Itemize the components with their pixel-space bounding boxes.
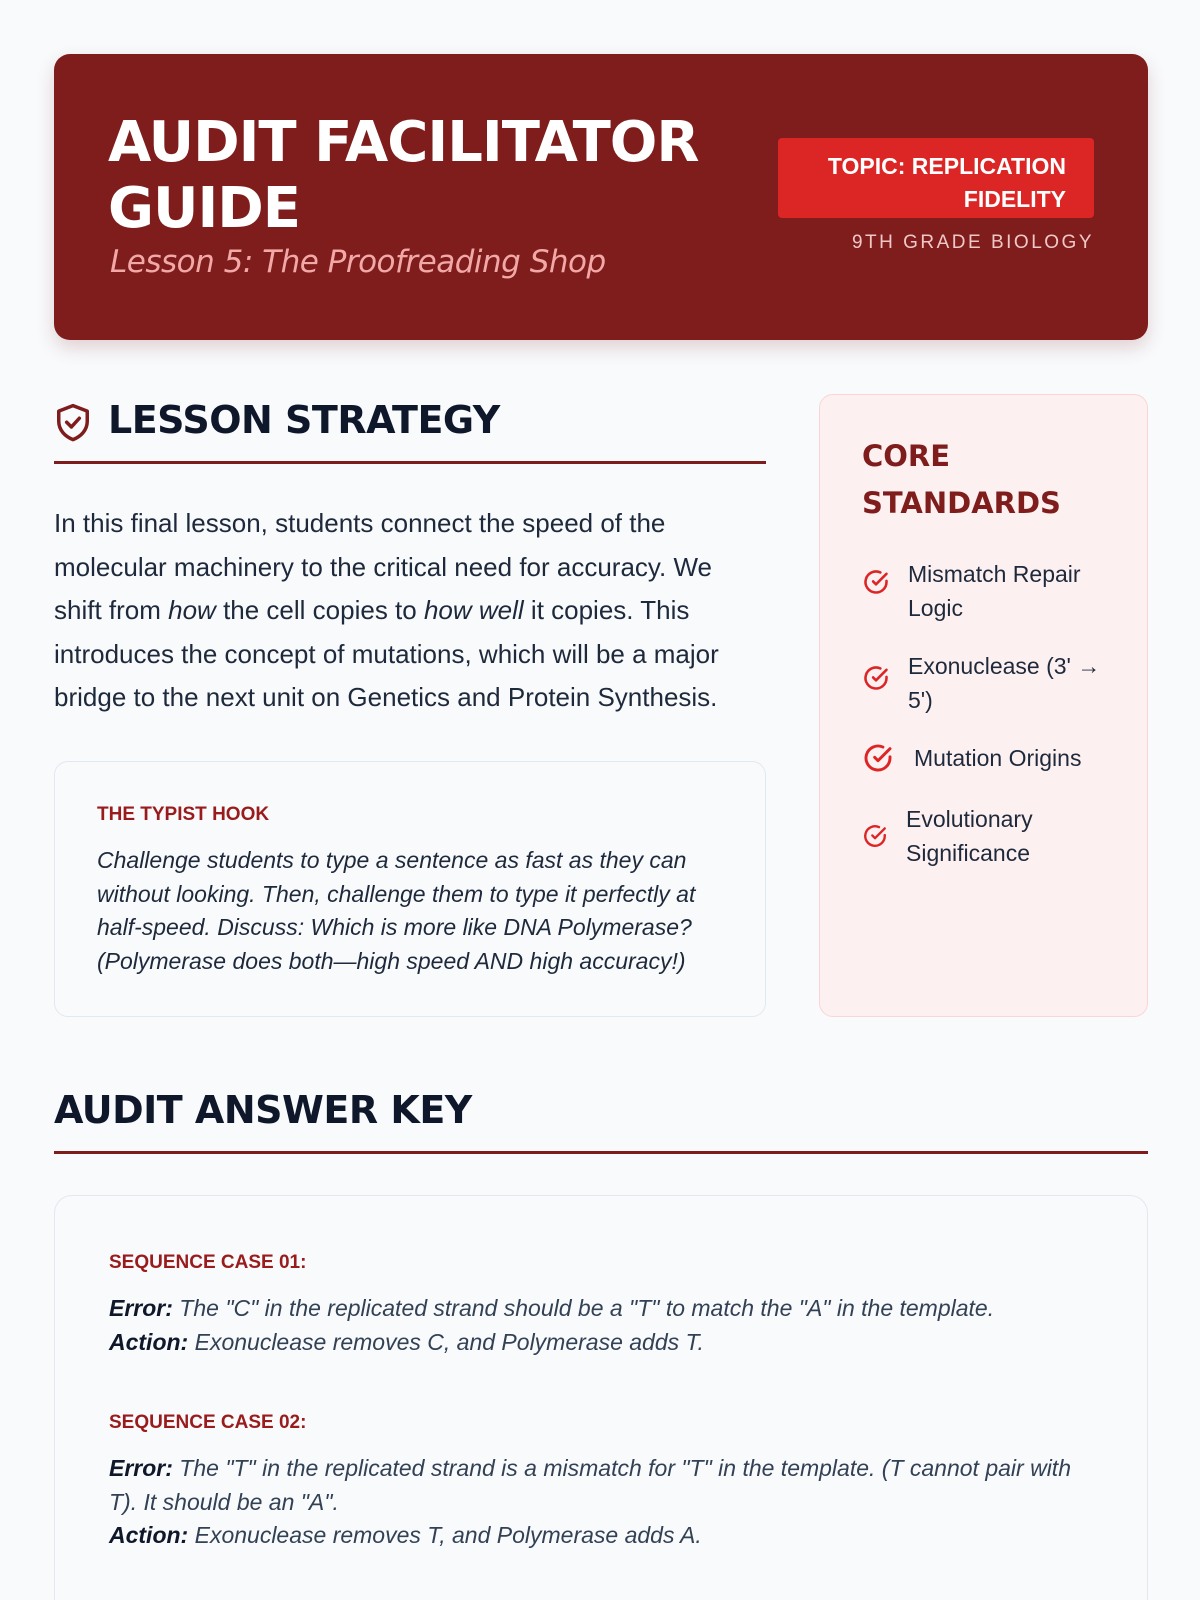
shield-check-icon [54,402,92,444]
strategy-text-part: the cell copies to [215,595,424,625]
case-action [109,1519,1099,1553]
standard-label: Exonuclease (3' → 5') [908,653,1101,713]
answer-key-heading [54,1084,1148,1154]
check-circle-icon [862,742,894,774]
standard-label: Mismatch Repair Logic [908,561,1081,621]
hook-label: THE TYPIST HOOK [97,804,270,825]
page-title: AUDIT FACILITATOR GUIDE [108,110,699,241]
check-circle-icon [862,664,890,692]
case-label: SEQUENCE CASE 01: [109,1252,307,1273]
core-standards-panel [819,394,1148,1017]
case-error [109,1452,1099,1519]
standard-label: Mutation Origins [914,745,1082,771]
typist-hook-callout [54,761,766,1017]
section-title: LESSON STRATEGY [108,398,500,442]
lesson-strategy-heading [54,392,766,464]
sequence-case [109,1252,1099,1359]
strategy-text-part: In this final lesson, students connect the speed of the molecular machinery to the critical need for accuracy. We shift from [54,508,712,625]
answer-key-panel [54,1195,1148,1600]
grade-label: 9TH GRADE BIOLOGY [851,232,1094,253]
strategy-text-part: it copies. This introduces the concept of mutations, which will be a major bridge to the next unit on Genetics and Protein Synthesis. [54,595,719,712]
action-text: Exonuclease removes C, and Polymerase adds T. [194,1328,704,1355]
case-error [109,1292,1099,1326]
check-circle-icon [862,823,888,849]
case-action [109,1326,1099,1360]
sequence-case [109,1412,1099,1553]
hook-text: Challenge students to type a sentence as fast as they can without looking. Then, challenge them to type it perfectly at half-speed. Discuss: Which is more like DNA Polymerase? (Polymerase does both—high speed AND high accuracy!) [97,847,696,974]
error-label: Error: [109,1455,173,1481]
action-text: Exonuclease removes T, and Polymerase adds A. [194,1522,702,1548]
standard-label: Evolutionary Significance [906,806,1033,866]
strategy-emphasis: how [168,595,216,625]
error-text: The "C" in the replicated strand should be a "T" to match the "A" in the template. [179,1295,995,1321]
error-label: Error: [109,1295,173,1321]
check-circle-icon [862,568,890,596]
strategy-paragraph [54,502,766,720]
error-text: The "T" in the replicated strand is a mismatch for "T" in the template. (T cannot pair with T). It should be an "A". [109,1455,1071,1515]
standards-title: CORE STANDARDS [862,439,1061,520]
topic-badge: TOPIC: REPLICATION FIDELITY [778,138,1094,218]
strategy-emphasis: how well [423,595,524,625]
action-label: Action: [109,1522,189,1548]
section-title: AUDIT ANSWER KEY [54,1088,472,1132]
lesson-subtitle: Lesson 5: The Proofreading Shop [110,244,606,280]
case-label: SEQUENCE CASE 02: [109,1412,307,1433]
action-label: Action: [109,1328,189,1355]
header-banner [54,54,1148,340]
